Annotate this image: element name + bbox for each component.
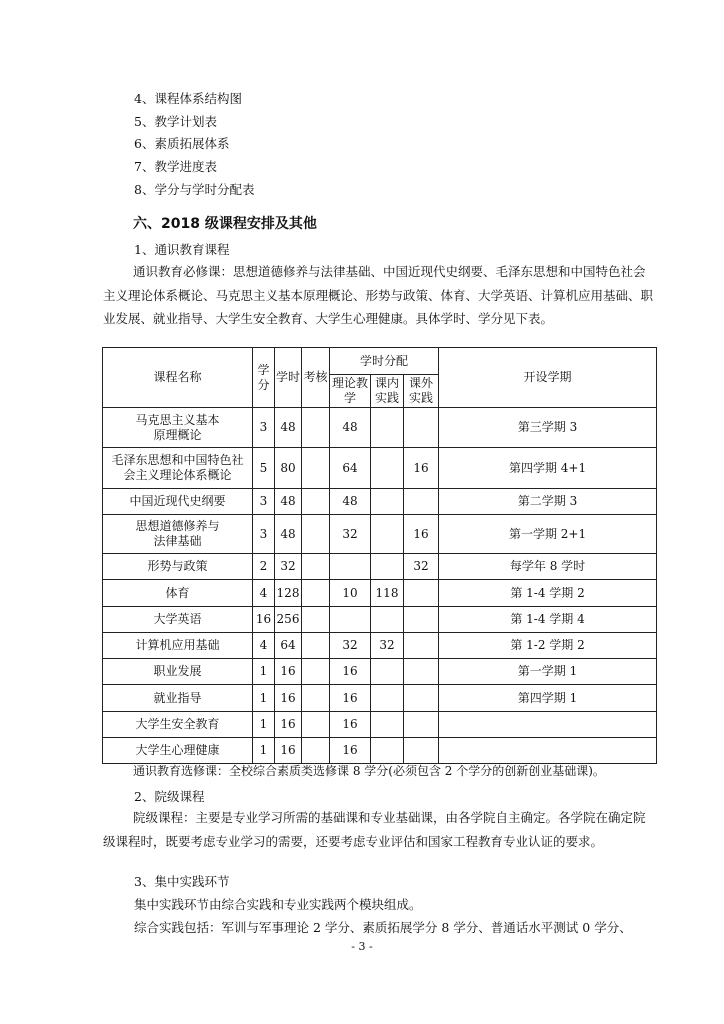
cell-theory: 16 bbox=[330, 685, 371, 712]
cell-hours: 16 bbox=[275, 685, 302, 712]
paragraph-text: 通识教育必修课：思想道德修养与法律基础、中国近现代史纲要、毛泽东思想和中国特色社会主义理论体系概论、马克思主义基本原理概论、形势与政策、体育、大学英语、计算机应用基础、职业发展、就业指导、大学生安全教育、大学生心理健康。具体学时、学分见下表。 bbox=[103, 264, 654, 326]
cell-semester: 第一学期 2+1 bbox=[439, 515, 657, 554]
cell-in-class bbox=[371, 554, 404, 580]
cell-exam bbox=[302, 448, 330, 489]
paragraph-required-courses bbox=[103, 260, 655, 331]
cell-credit: 5 bbox=[253, 448, 275, 489]
cell-hours: 16 bbox=[275, 659, 302, 685]
cell-hours: 80 bbox=[275, 448, 302, 489]
paragraph-college-courses bbox=[103, 806, 655, 853]
cell-course-name: 就业指导 bbox=[103, 685, 253, 712]
cell-out-class bbox=[404, 685, 439, 712]
cell-credit: 3 bbox=[253, 489, 275, 515]
cell-credit: 4 bbox=[253, 633, 275, 659]
header-in-class-practice: 课内实践 bbox=[371, 375, 404, 408]
cell-credit: 1 bbox=[253, 659, 275, 685]
cell-course-name: 马克思主义基本原理概论 bbox=[103, 408, 253, 448]
cell-course-name: 职业发展 bbox=[103, 659, 253, 685]
cell-theory: 48 bbox=[330, 489, 371, 515]
paragraph-text: 通识教育选修课：全校综合素质类选修课 8 学分(必须包含 2 个学分的创新创业基础课)。 bbox=[133, 764, 605, 778]
cell-credit: 3 bbox=[253, 408, 275, 448]
subsection-title: 2、院级课程 bbox=[134, 789, 205, 804]
paragraph-practice-intro: 集中实践环节由综合实践和专业实践两个模块组成。 bbox=[134, 897, 422, 912]
table-row bbox=[103, 515, 657, 554]
cell-hours: 48 bbox=[275, 515, 302, 554]
cell-credit: 1 bbox=[253, 712, 275, 738]
table-row bbox=[103, 659, 657, 685]
cell-out-class bbox=[404, 712, 439, 738]
cell-semester: 第四学期 1 bbox=[439, 685, 657, 712]
cell-exam bbox=[302, 607, 330, 633]
cell-exam bbox=[302, 633, 330, 659]
cell-out-class: 16 bbox=[404, 515, 439, 554]
cell-credit: 1 bbox=[253, 738, 275, 764]
cell-exam bbox=[302, 489, 330, 515]
cell-theory: 16 bbox=[330, 738, 371, 764]
cell-semester: 第 1-4 学期 2 bbox=[439, 580, 657, 607]
header-credit: 学分 bbox=[253, 348, 275, 408]
cell-out-class bbox=[404, 607, 439, 633]
cell-theory bbox=[330, 607, 371, 633]
cell-course-name: 毛泽东思想和中国特色社会主义理论体系概论 bbox=[103, 448, 253, 489]
cell-in-class: 118 bbox=[371, 580, 404, 607]
cell-course-name: 体育 bbox=[103, 580, 253, 607]
cell-exam bbox=[302, 408, 330, 448]
cell-exam bbox=[302, 712, 330, 738]
section-heading: 六、2018 级课程安排及其他 bbox=[133, 216, 317, 232]
cell-theory: 10 bbox=[330, 580, 371, 607]
cell-theory bbox=[330, 554, 371, 580]
list-item: 8、学分与学时分配表 bbox=[134, 182, 255, 197]
cell-in-class: 32 bbox=[371, 633, 404, 659]
header-out-class-practice: 课外实践 bbox=[404, 375, 439, 408]
paragraph-text: 院级课程：主要是专业学习所需的基础课和专业基础课，由各学院自主确定。各学院在确定院级课程时，既要考虑专业学习的需要，还要考虑专业评估和国家工程教育专业认证的要求。 bbox=[103, 810, 646, 849]
table-row bbox=[103, 408, 657, 448]
cell-semester: 第四学期 4+1 bbox=[439, 448, 657, 489]
cell-hours: 32 bbox=[275, 554, 302, 580]
cell-out-class bbox=[404, 489, 439, 515]
cell-hours: 48 bbox=[275, 408, 302, 448]
list-item: 4、课程体系结构图 bbox=[134, 91, 242, 106]
cell-hours: 256 bbox=[275, 607, 302, 633]
header-exam: 考核 bbox=[302, 348, 330, 408]
paragraph-elective bbox=[103, 760, 663, 784]
cell-in-class bbox=[371, 408, 404, 448]
cell-theory: 32 bbox=[330, 515, 371, 554]
cell-out-class bbox=[404, 408, 439, 448]
cell-semester: 第一学期 1 bbox=[439, 659, 657, 685]
header-theory: 理论教学 bbox=[330, 375, 371, 408]
cell-semester: 第三学期 3 bbox=[439, 408, 657, 448]
cell-exam bbox=[302, 685, 330, 712]
cell-exam bbox=[302, 515, 330, 554]
cell-in-class bbox=[371, 607, 404, 633]
cell-theory: 64 bbox=[330, 448, 371, 489]
list-item: 5、教学计划表 bbox=[134, 114, 217, 129]
cell-semester bbox=[439, 712, 657, 738]
table-row bbox=[103, 712, 657, 738]
cell-credit: 2 bbox=[253, 554, 275, 580]
table-row bbox=[103, 580, 657, 607]
table-row bbox=[103, 633, 657, 659]
paragraph-practice-details: 综合实践包括：军训与军事理论 2 学分、素质拓展学分 8 学分、普通话水平测试 0 学分、 bbox=[134, 920, 632, 935]
cell-theory: 32 bbox=[330, 633, 371, 659]
table-row bbox=[103, 607, 657, 633]
cell-semester: 第 1-4 学期 4 bbox=[439, 607, 657, 633]
cell-out-class bbox=[404, 659, 439, 685]
cell-semester: 第二学期 3 bbox=[439, 489, 657, 515]
cell-hours: 16 bbox=[275, 712, 302, 738]
cell-course-name: 大学英语 bbox=[103, 607, 253, 633]
cell-exam bbox=[302, 580, 330, 607]
cell-credit: 4 bbox=[253, 580, 275, 607]
cell-out-class: 32 bbox=[404, 554, 439, 580]
cell-theory: 16 bbox=[330, 712, 371, 738]
cell-course-name: 大学生心理健康 bbox=[103, 738, 253, 764]
cell-course-name: 计算机应用基础 bbox=[103, 633, 253, 659]
header-course-name: 课程名称 bbox=[103, 348, 253, 408]
cell-in-class bbox=[371, 515, 404, 554]
cell-semester: 第 1-2 学期 2 bbox=[439, 633, 657, 659]
cell-credit: 16 bbox=[253, 607, 275, 633]
table-row bbox=[103, 554, 657, 580]
cell-out-class: 16 bbox=[404, 448, 439, 489]
cell-in-class bbox=[371, 448, 404, 489]
cell-out-class bbox=[404, 580, 439, 607]
table-row bbox=[103, 489, 657, 515]
cell-course-name: 形势与政策 bbox=[103, 554, 253, 580]
header-hour-distribution: 学时分配 bbox=[330, 348, 439, 375]
list-item: 7、教学进度表 bbox=[134, 159, 217, 174]
cell-theory: 16 bbox=[330, 659, 371, 685]
cell-in-class bbox=[371, 659, 404, 685]
cell-credit: 1 bbox=[253, 685, 275, 712]
cell-out-class bbox=[404, 633, 439, 659]
subsection-title: 1、通识教育课程 bbox=[134, 242, 230, 257]
cell-in-class bbox=[371, 685, 404, 712]
cell-course-name: 大学生安全教育 bbox=[103, 712, 253, 738]
header-hours: 学时 bbox=[275, 348, 302, 408]
cell-course-name: 中国近现代史纲要 bbox=[103, 489, 253, 515]
cell-theory: 48 bbox=[330, 408, 371, 448]
cell-hours: 128 bbox=[275, 580, 302, 607]
header-semester: 开设学期 bbox=[439, 348, 657, 408]
cell-semester: 每学年 8 学时 bbox=[439, 554, 657, 580]
table-row bbox=[103, 685, 657, 712]
list-item: 6、素质拓展体系 bbox=[134, 136, 230, 151]
cell-in-class bbox=[371, 489, 404, 515]
subsection-title: 3、集中实践环节 bbox=[134, 874, 230, 889]
cell-hours: 64 bbox=[275, 633, 302, 659]
cell-in-class bbox=[371, 712, 404, 738]
cell-hours: 48 bbox=[275, 489, 302, 515]
table-row bbox=[103, 448, 657, 489]
cell-credit: 3 bbox=[253, 515, 275, 554]
course-table bbox=[102, 347, 657, 764]
cell-course-name: 思想道德修养与法律基础 bbox=[103, 515, 253, 554]
cell-exam bbox=[302, 554, 330, 580]
cell-hours: 16 bbox=[275, 738, 302, 764]
page-number: - 3 - bbox=[351, 940, 373, 953]
cell-exam bbox=[302, 659, 330, 685]
